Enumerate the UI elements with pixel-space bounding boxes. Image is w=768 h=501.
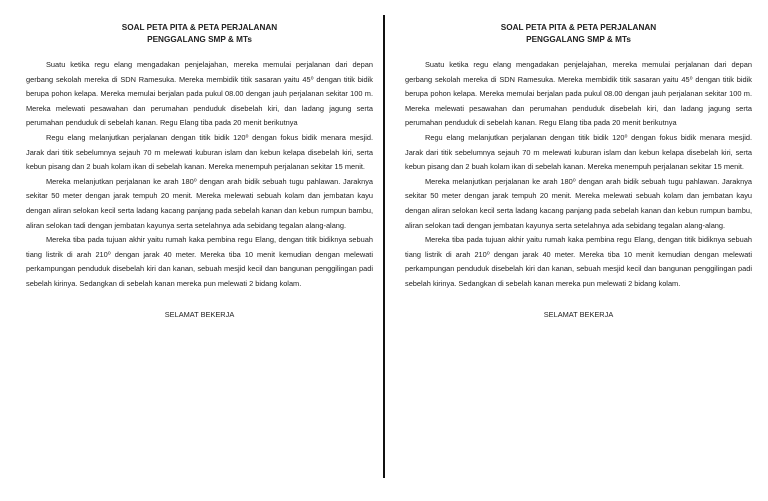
paragraph-1: Suatu ketika regu elang mengadakan penjelajahan, mereka memulai perjalanan dari depan gerbang sekolah mereka di SDN Ramesuka. Mereka membidik titik sasaran yaitu 45⁰ dengan titik bidik berupa pohon kelapa. Mereka memulai berjalan pada pukul 08.00 dengan jauh perjalanan sekitar 100 m. Mereka melewati pesawahan dan perumahan penduduk disebelah kiri, dan ladang jagung serta perumahan penduduk di sebelah kanan. Regu Elang tiba pada 20 menit berikutnya: [405, 60, 752, 128]
paragraph-3: Mereka melanjutkan perjalanan ke arah 180⁰ dengan arah bidik sebuah tugu pahlawan. Jaraknya sekitar 50 meter dengan jarak tempuh 20 menit. Mereka melewati sebuah kolam dan jembatan kayu dengan aliran selokan kecil serta ladang kacang panjang pada sebelah kanan dan kebun rumpun bambu, aliran selokan tadi dengan jembatan kayunya serta setelahnya ada sebidang tegalan alang-alang.: [405, 176, 752, 230]
paragraph-2: Regu elang melanjutkan perjalanan dengan titik bidik 120⁰ dengan fokus bidik menara mesjid. Jarak dari titik sebelumnya sejauh 70 m melewati kuburan islam dan kebun kelapa disebelah kiri, serta kebun pisang dan 2 buah kolam ikan di sebelah kanan. Mereka menempuh perjalanan sekitar 15 menit.: [405, 132, 752, 172]
title-line-1: SOAL PETA PITA & PETA PERJALANAN: [500, 23, 657, 32]
title-line-1: SOAL PETA PITA & PETA PERJALANAN: [121, 23, 278, 32]
document-title: [26, 22, 373, 45]
column-divider: [383, 15, 385, 478]
closing-text: SELAMAT BEKERJA: [164, 309, 235, 319]
title-line-2: PENGGALANG SMP & MTs: [526, 34, 631, 44]
paragraph-3: Mereka melanjutkan perjalanan ke arah 180⁰ dengan arah bidik sebuah tugu pahlawan. Jaraknya sekitar 50 meter dengan jarak tempuh 20 menit. Mereka melewati sebuah kolam dan jembatan kayu dengan aliran selokan kecil serta ladang kacang panjang pada sebelah kanan dan kebun rumpun bambu, aliran selokan tadi dengan jembatan kayunya serta setelahnya ada sebidang tegalan alang-alang.: [26, 176, 373, 230]
paragraph-4: Mereka tiba pada tujuan akhir yaitu rumah kaka pembina regu Elang, dengan titik bidiknya sebuah tiang listrik di arah 210⁰ dengan jarak 40 meter. Mereka tiba 10 menit kemudian dengan melewati perkampungan penduduk disebelah kiri dan kanan, sebuah mesjid kecil dan bangunan penggilingan padi sebelah kirinya. Sedangkan di sebelah kanan mereka pun melewati 2 bidang kolam.: [405, 235, 752, 288]
title-line-2: PENGGALANG SMP & MTs: [147, 34, 252, 44]
document-column-right: [405, 22, 752, 322]
document-title: [405, 22, 752, 45]
paragraph-2: Regu elang melanjutkan perjalanan dengan titik bidik 120⁰ dengan fokus bidik menara mesjid. Jarak dari titik sebelumnya sejauh 70 m melewati kuburan islam dan kebun kelapa disebelah kiri, serta kebun pisang dan 2 buah kolam ikan di sebelah kanan. Mereka menempuh perjalanan sekitar 15 menit.: [26, 132, 373, 172]
paragraph-1: Suatu ketika regu elang mengadakan penjelajahan, mereka memulai perjalanan dari depan gerbang sekolah mereka di SDN Ramesuka. Mereka membidik titik sasaran yaitu 45⁰ dengan titik bidik berupa pohon kelapa. Mereka memulai berjalan pada pukul 08.00 dengan jauh perjalanan sekitar 100 m. Mereka melewati pesawahan dan perumahan penduduk disebelah kiri, dan ladang jagung serta perumahan penduduk di sebelah kanan. Regu Elang tiba pada 20 menit berikutnya: [26, 60, 373, 128]
paragraph-4: Mereka tiba pada tujuan akhir yaitu rumah kaka pembina regu Elang, dengan titik bidiknya sebuah tiang listrik di arah 210⁰ dengan jarak 40 meter. Mereka tiba 10 menit kemudian dengan melewati perkampungan penduduk disebelah kiri dan kanan, sebuah mesjid kecil dan bangunan penggilingan padi sebelah kirinya. Sedangkan di sebelah kanan mereka pun melewati 2 bidang kolam.: [26, 235, 373, 288]
document-column-left: [26, 22, 373, 322]
closing-text: SELAMAT BEKERJA: [543, 309, 614, 319]
